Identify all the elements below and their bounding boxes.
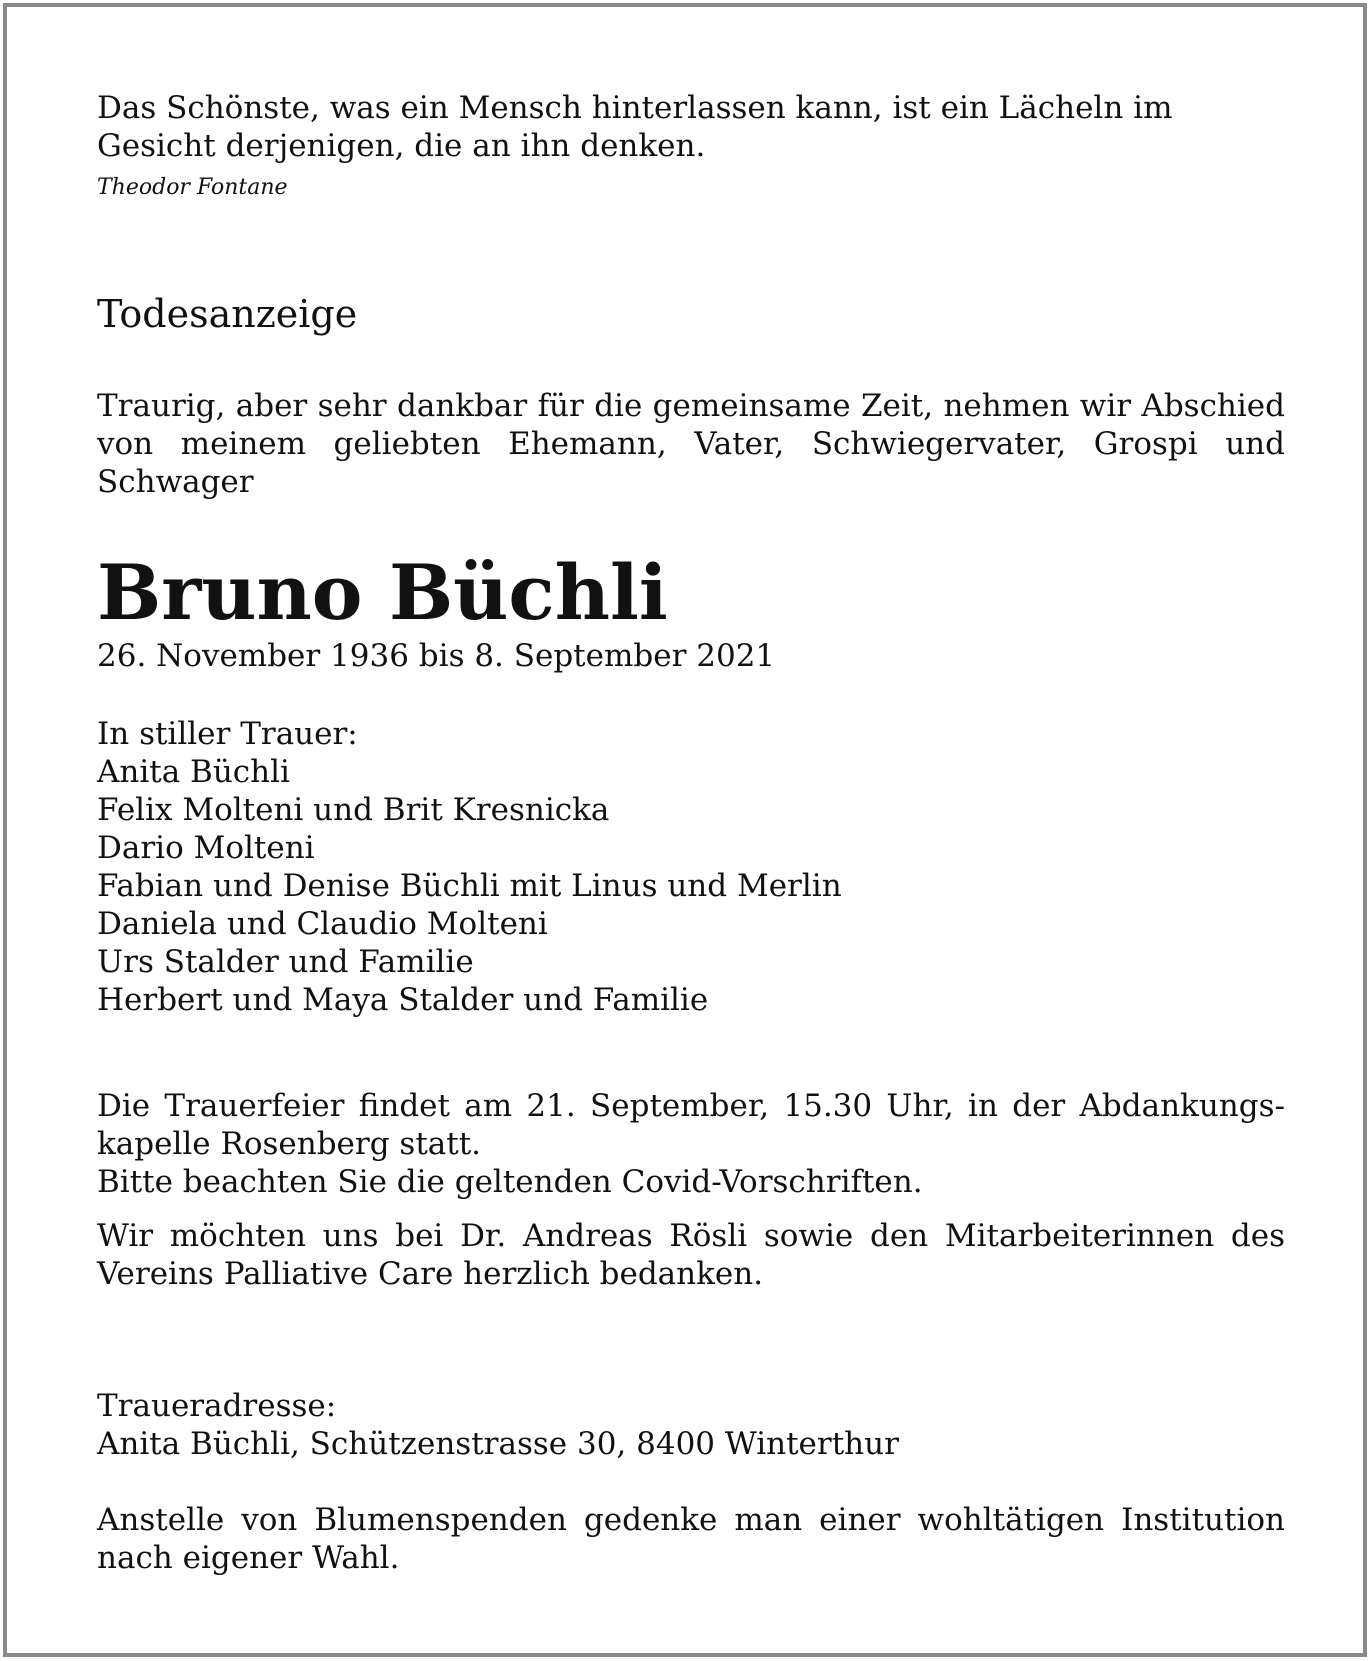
deceased-name: Bruno Büchli <box>97 548 668 637</box>
obituary-content <box>97 89 1285 1577</box>
quote-text: Das Schönste, was ein Mensch hinterlassen kann, ist ein Lächeln im Gesicht derjenigen, die an ihn denken. <box>97 90 1173 164</box>
mourners-label: In stiller Trauer: <box>97 716 358 752</box>
page-title: Todesanzeige <box>97 292 358 336</box>
funeral-service-info <box>97 1087 1285 1201</box>
deceased-dates: 26. November 1936 bis 8. September 2021 <box>97 638 776 674</box>
mourners-list <box>97 715 1285 1019</box>
thanks-text: Wir möchten uns bei Dr. Andreas Rösli sowie den Mitarbeiterinnen des Vereins Palliative Care herzlich bedanken. <box>97 1218 1285 1292</box>
funeral-service-text: Die Trauerfeier findet am 21. September, 15.30 Uhr, in der Abdankungskapelle Rosenberg statt. <box>97 1088 1285 1162</box>
mourner-name: Anita Büchli <box>97 754 290 790</box>
address-value: Anita Büchli, Schützenstrasse 30, 8400 Winterthur <box>97 1426 899 1462</box>
mourner-name: Herbert und Maya Stalder und Familie <box>97 982 709 1018</box>
quote-block <box>97 89 1285 201</box>
intro-text: Traurig, aber sehr dankbar für die gemeinsame Zeit, nehmen wir Abschied von meinem geliebten Ehemann, Vater, Schwiegervater, Grospi und Schwager <box>97 388 1285 500</box>
mourner-name: Daniela und Claudio Molteni <box>97 906 548 942</box>
mourner-name: Fabian und Denise Büchli mit Linus und Merlin <box>97 868 842 904</box>
flowers-notice: Anstelle von Blumenspenden gedenke man einer wohltätigen Institution nach eigener Wahl. <box>97 1502 1285 1576</box>
mourner-name: Urs Stalder und Familie <box>97 944 474 980</box>
address-label: Traueradresse: <box>97 1388 337 1424</box>
mourner-name: Dario Molteni <box>97 830 315 866</box>
mourner-name: Felix Molteni und Brit Kresnicka <box>97 792 610 828</box>
document-frame <box>3 3 1367 1657</box>
mourning-address <box>97 1387 1285 1463</box>
covid-notice: Bitte beachten Sie die geltenden Covid-Vorschriften. <box>97 1164 923 1200</box>
quote-author: Theodor Fontane <box>97 175 288 200</box>
